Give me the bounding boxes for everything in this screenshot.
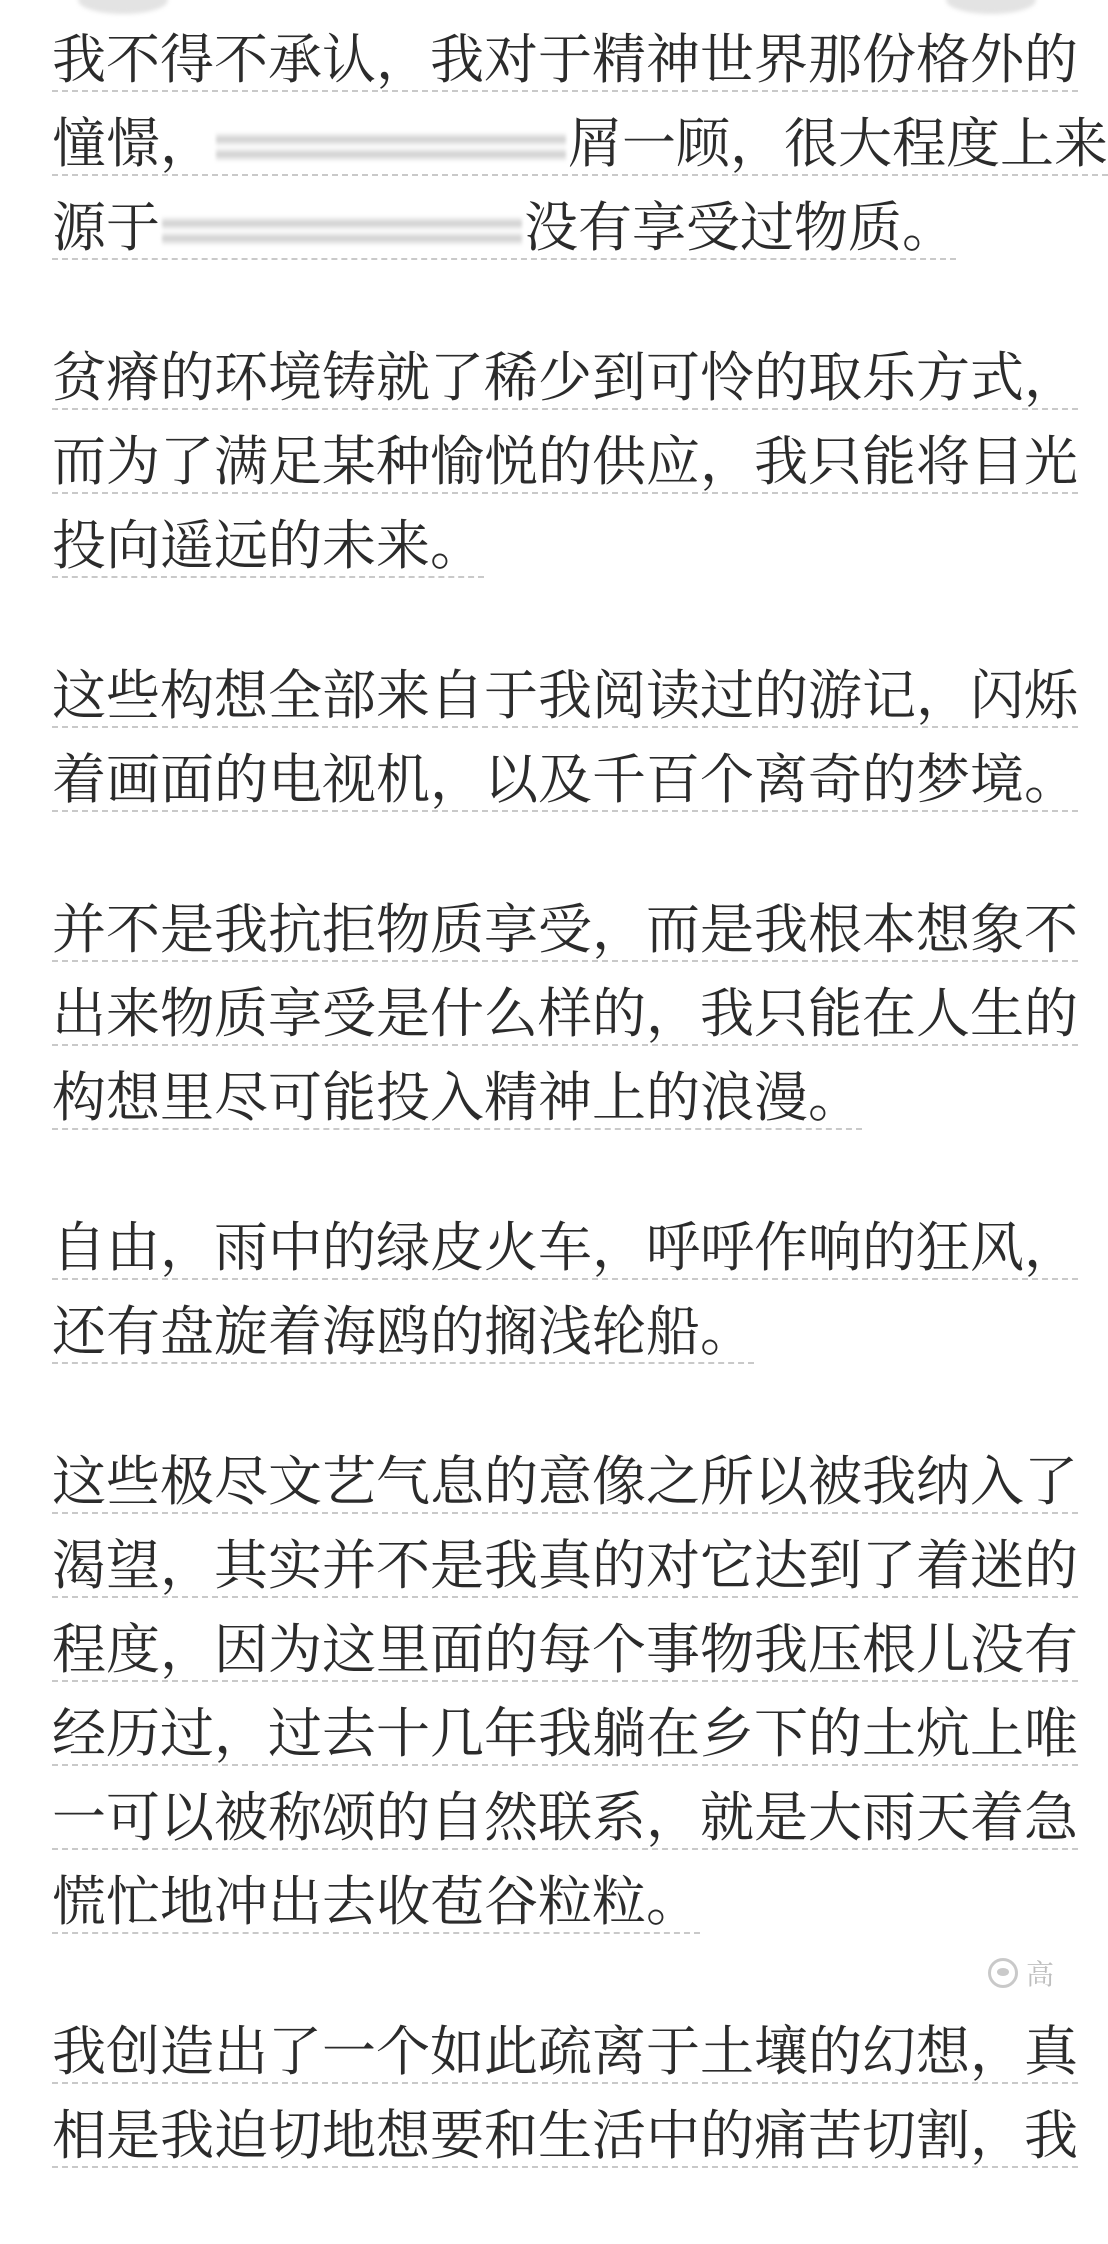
- text-line: [52, 186, 1032, 270]
- text-line: [52, 972, 1078, 1056]
- text-line: [52, 2010, 1078, 2094]
- line-text: 经历过，过去十几年我躺在乡下的土炕上唯: [52, 1702, 1078, 1765]
- text-line: [52, 654, 1078, 738]
- paragraph: [52, 336, 1078, 588]
- text-line: [52, 888, 1078, 972]
- line-text: 程度，因为这里面的每个事物我压根儿没有: [52, 1618, 1078, 1681]
- watermark: [988, 1953, 1054, 1993]
- text-line: [52, 504, 1032, 588]
- line-text: 构想里尽可能投入精神上的浪漫。: [52, 1066, 862, 1129]
- watermark-text: 高: [1025, 1958, 1054, 1991]
- line-text-before-redaction: 憧憬，: [52, 112, 214, 175]
- line-text: 渴望，其实并不是我真的对它达到了着迷的: [52, 1534, 1078, 1597]
- text-line: [52, 1860, 1032, 1944]
- line-text: 我创造出了一个如此疏离于土壤的幻想，真: [52, 2020, 1078, 2083]
- text-line: [52, 2094, 1078, 2178]
- line-text: 慌忙地冲出去收苞谷粒粒。: [52, 1870, 700, 1933]
- line-text: 一可以被称颂的自然联系，就是大雨天着急: [52, 1786, 1078, 1849]
- text-line: [52, 1440, 1078, 1524]
- redaction-blur: [162, 216, 522, 246]
- line-text-before-redaction: 源于: [52, 196, 160, 259]
- paragraph: [52, 1440, 1078, 1944]
- text-line: [52, 1776, 1078, 1860]
- text-line: [52, 1524, 1078, 1608]
- article-body: [52, 18, 1108, 2244]
- text-line: [52, 102, 1108, 186]
- text-line: [52, 738, 1078, 822]
- text-line: [52, 1056, 1032, 1140]
- top-edge-shadow-left: [78, 0, 168, 14]
- line-text: [52, 198, 956, 260]
- text-line: [52, 1206, 1078, 1290]
- line-text: 贫瘠的环境铸就了稀少到可怜的取乐方式，: [52, 346, 1078, 409]
- text-line: [52, 336, 1078, 420]
- text-line: [52, 1692, 1078, 1776]
- line-text: 还有盘旋着海鸥的搁浅轮船。: [52, 1300, 754, 1363]
- line-text: 并不是我抗拒物质享受，而是我根本想象不: [52, 898, 1078, 961]
- line-text: 相是我迫切地想要和生活中的痛苦切割，我: [52, 2104, 1078, 2167]
- line-text-after-redaction: 屑一顾，很大程度上来: [568, 112, 1108, 175]
- paragraph: [52, 18, 1108, 270]
- redaction-blur: [216, 132, 566, 162]
- paragraph: [52, 888, 1078, 1140]
- line-text: 着画面的电视机，以及千百个离奇的梦境。: [52, 748, 1078, 811]
- text-line: [52, 420, 1078, 504]
- line-text: 自由，雨中的绿皮火车，呼呼作响的狂风，: [52, 1216, 1078, 1279]
- text-line: [52, 1290, 1032, 1374]
- text-line: [52, 18, 1078, 102]
- paragraph: [52, 1206, 1078, 1374]
- wechat-icon: [988, 1958, 1018, 1988]
- line-text: 我不得不承认，我对于精神世界那份格外的: [52, 28, 1078, 91]
- line-text: 这些极尽文艺气息的意像之所以被我纳入了: [52, 1450, 1078, 1513]
- top-edge-shadow-right: [946, 0, 1036, 14]
- line-text: 出来物质享受是什么样的，我只能在人生的: [52, 982, 1078, 1045]
- line-text-after-redaction: 没有享受过物质。: [524, 196, 956, 259]
- line-text: [52, 114, 1108, 176]
- line-text: 这些构想全部来自于我阅读过的游记，闪烁: [52, 664, 1078, 727]
- line-text: 而为了满足某种愉悦的供应，我只能将目光: [52, 430, 1078, 493]
- text-line: [52, 1608, 1078, 1692]
- paragraph: [52, 2010, 1078, 2178]
- line-text: 投向遥远的未来。: [52, 514, 484, 577]
- paragraph: [52, 654, 1078, 822]
